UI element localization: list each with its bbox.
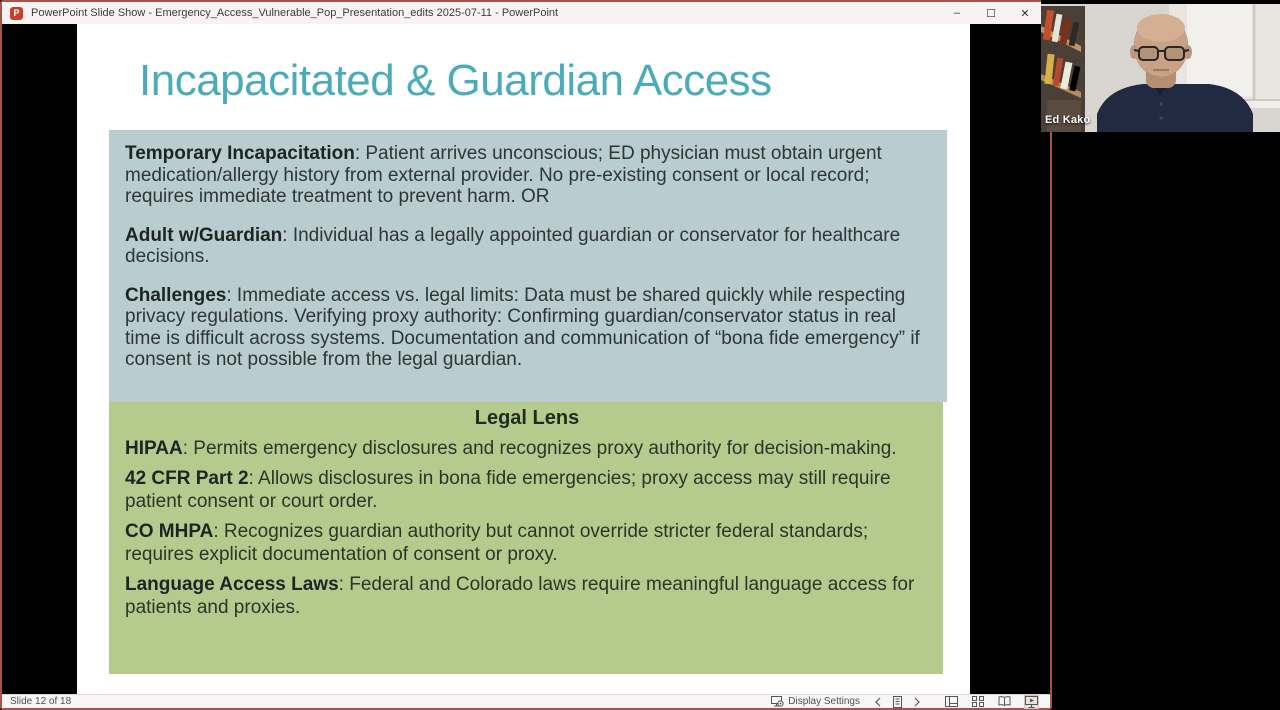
maximize-button[interactable]: ☐ [986,7,996,20]
legal-lens-heading: Legal Lens [474,407,580,429]
paragraph-text: : Recognizes guardian authority but cannot override stricter federal standards; requires explicit documentation of consent or proxy. [125,521,869,565]
paragraph-lead: 42 CFR Part 2 [125,468,249,489]
status-bar [2,694,1050,708]
paragraph-challenges [125,285,935,371]
slideshow-view-button[interactable] [1025,696,1038,708]
slide-counter: Slide 12 of 18 [10,696,72,707]
minimize-button[interactable]: – [953,7,961,19]
paragraph-lead: Challenges [125,284,227,306]
normal-view-button[interactable] [945,696,958,707]
participant-name-label: Ed Kako [1045,114,1091,126]
webcam-video-frame [1041,0,1280,132]
slideshow-area[interactable] [2,24,1050,694]
chevron-right-icon [913,697,921,707]
reading-view-button[interactable] [998,696,1011,707]
paragraph-text: : Patient arrives unconscious; ED physician must obtain urgent medication/allergy history from external provider. No pre-existing consent or local record; requires immediate treatment to prevent harm. OR [125,143,882,207]
paragraph-lead: Adult w/Guardian [125,224,283,246]
paragraph-adult-guardian [125,225,935,268]
paragraph-comhpa [125,520,929,566]
paragraph-text: : Federal and Colorado laws require meaningful language access for patients and proxies. [125,574,915,618]
slide [77,24,970,694]
reading-view-icon [998,696,1011,707]
legal-lens-box [109,402,943,674]
normal-view-icon [945,696,958,707]
previous-slide-button[interactable] [874,697,882,707]
powerpoint-logo-icon: P [10,7,23,20]
slide-menu-icon [892,696,903,708]
slide-title: Incapacitated & Guardian Access [139,56,772,105]
close-button[interactable]: ✕ [1020,7,1030,20]
paragraph-text: : Permits emergency disclosures and recognizes proxy authority for decision-making. [182,438,897,459]
slideshow-view-icon [1025,696,1038,708]
slide-sorter-icon [972,696,984,707]
paragraph-temporary-incapacitation [125,143,935,208]
webcam-video-tile[interactable] [1041,0,1280,132]
paragraph-42cfr [125,467,929,513]
paragraph-hipaa [125,437,929,460]
display-settings-button[interactable] [771,696,860,707]
paragraph-language-access [125,573,929,619]
next-slide-button[interactable] [913,697,921,707]
display-settings-icon [771,696,784,707]
window-title: PowerPoint Slide Show - Emergency_Access_Vulnerable_Pop_Presentation_edits 2025-07-11 - PowerPoint [31,7,559,19]
paragraph-text: : Allows disclosures in bona fide emergencies; proxy access may still require patient consent or court order. [125,468,891,512]
scenario-text-box [109,130,947,402]
paragraph-lead: Language Access Laws [125,574,339,595]
paragraph-lead: CO MHPA [125,521,214,542]
paragraph-text: : Individual has a legally appointed guardian or conservator for healthcare decisions. [125,224,901,267]
slide-menu-button[interactable] [892,696,903,708]
paragraph-text: : Immediate access vs. legal limits: Data must be shared quickly while respecting privacy regulations. Verifying proxy authority: Confirming guardian/conservator status in real time is difficult across systems. Documentation and communication of “bona fide emergency” if consent is not possible from the legal guardian. [125,284,920,370]
paragraph-lead: Temporary Incapacitation [125,143,355,164]
title-bar [2,2,1050,24]
chevron-left-icon [874,697,882,707]
slide-sorter-view-button[interactable] [972,696,984,707]
display-settings-label: Display Settings [788,696,860,707]
paragraph-lead: HIPAA [125,438,183,459]
